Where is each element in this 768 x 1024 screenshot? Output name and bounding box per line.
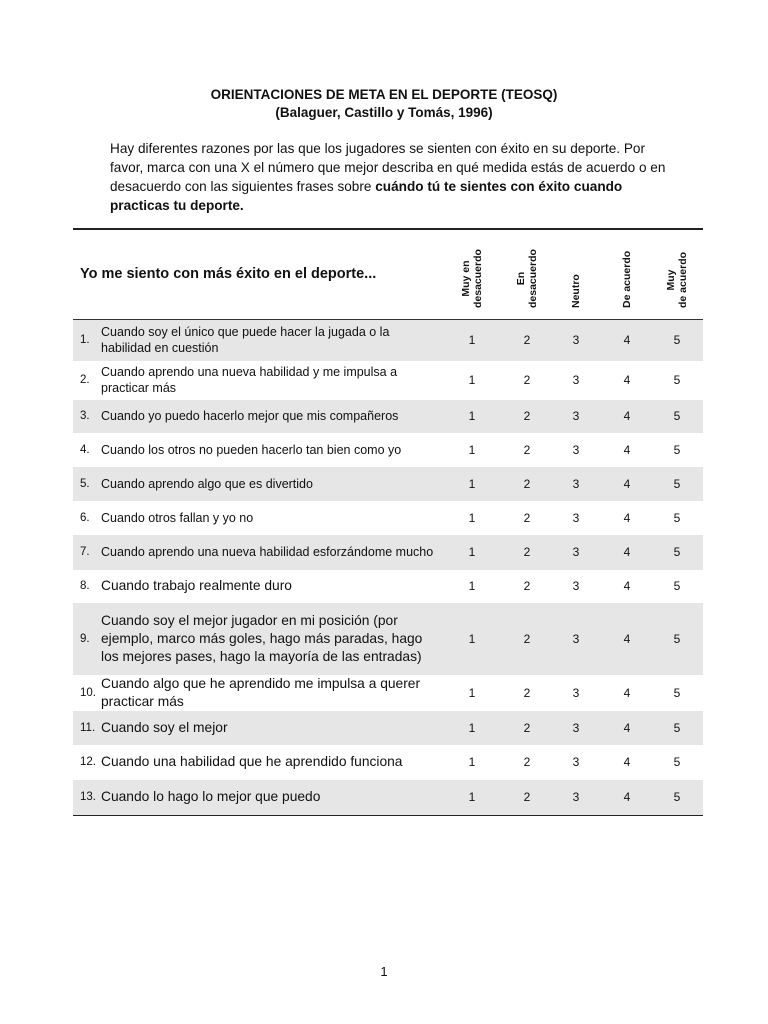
item-statement: Cuando otros fallan y yo no: [101, 510, 254, 525]
rating-option-neutro[interactable]: 3: [572, 510, 580, 525]
rating-option-de-acuerdo[interactable]: 4: [623, 685, 631, 700]
table-row: [73, 535, 703, 570]
rating-option-en-desacuerdo[interactable]: 2: [523, 685, 531, 700]
item-statement: Cuando soy el único que puede hacer la jugada o la habilidad en cuestión: [101, 325, 390, 355]
rating-option-de-acuerdo[interactable]: 4: [623, 545, 631, 559]
rating-option-neutro[interactable]: 3: [572, 409, 580, 423]
column-header-line: De acuerdo: [621, 250, 633, 308]
table-row: [73, 675, 703, 711]
rating-option-muy-de-acuerdo[interactable]: 5: [673, 631, 681, 646]
rating-option-neutro[interactable]: 3: [572, 333, 580, 347]
title-citation: (Balaguer, Castillo y Tomás, 1996): [275, 105, 493, 120]
rating-option-muy-de-acuerdo[interactable]: 5: [673, 373, 681, 387]
item-number: 5.: [80, 477, 90, 490]
item-number: 6.: [80, 511, 90, 524]
table-row: [73, 400, 703, 433]
rating-option-de-acuerdo[interactable]: 4: [623, 373, 631, 387]
column-header-en-desacuerdo: [507, 230, 547, 320]
rating-option-neutro[interactable]: 3: [572, 755, 580, 769]
likert-table: [73, 228, 703, 816]
rating-option-muy-en-desacuerdo[interactable]: 1: [468, 579, 476, 593]
rating-option-muy-en-desacuerdo[interactable]: 1: [468, 755, 476, 769]
item-statement: Cuando aprendo una nueva habilidad y me impulsa a practicar más: [101, 365, 398, 395]
item-statement: Cuando una habilidad que he aprendido funciona: [101, 754, 403, 769]
rating-option-en-desacuerdo[interactable]: 2: [523, 510, 531, 525]
rating-option-muy-en-desacuerdo[interactable]: 1: [468, 631, 476, 646]
column-header-line: de acuerdo: [677, 251, 689, 308]
table-bottom-rule: [73, 815, 703, 817]
item-statement: Cuando aprendo una nueva habilidad esforzándome mucho: [101, 545, 434, 559]
table-row: [73, 745, 703, 780]
rating-option-muy-en-desacuerdo[interactable]: 1: [468, 510, 476, 525]
rating-option-muy-en-desacuerdo[interactable]: 1: [468, 790, 476, 804]
rating-option-muy-en-desacuerdo[interactable]: 1: [468, 545, 476, 559]
item-statement: Cuando soy el mejor: [101, 719, 228, 735]
rating-option-de-acuerdo[interactable]: 4: [623, 476, 631, 491]
rating-option-en-desacuerdo[interactable]: 2: [523, 790, 531, 804]
rating-option-muy-de-acuerdo[interactable]: 5: [673, 333, 681, 347]
rating-option-en-desacuerdo[interactable]: 2: [523, 442, 531, 457]
rating-option-de-acuerdo[interactable]: 4: [623, 409, 631, 423]
rating-option-neutro[interactable]: 3: [572, 720, 580, 735]
rating-option-neutro[interactable]: 3: [572, 476, 580, 491]
rating-option-de-acuerdo[interactable]: 4: [623, 579, 631, 593]
rating-option-muy-de-acuerdo[interactable]: 5: [673, 476, 681, 491]
table-row: [73, 780, 703, 815]
table-lead-text: Yo me siento con más éxito en el deporte...: [80, 265, 377, 282]
rating-option-de-acuerdo[interactable]: 4: [623, 333, 631, 347]
rating-option-muy-de-acuerdo[interactable]: 5: [673, 720, 681, 735]
rating-option-en-desacuerdo[interactable]: 2: [523, 373, 531, 387]
column-header-muy-en-desacuerdo: [452, 230, 492, 320]
rating-option-muy-en-desacuerdo[interactable]: 1: [468, 333, 476, 347]
item-number: 11.: [80, 721, 96, 734]
rating-option-neutro[interactable]: 3: [572, 579, 580, 593]
table-row: [73, 603, 703, 675]
table-row: [73, 501, 703, 535]
rating-option-muy-de-acuerdo[interactable]: 5: [673, 510, 681, 525]
item-number: 7.: [80, 546, 90, 558]
rating-option-de-acuerdo[interactable]: 4: [623, 631, 631, 646]
rating-option-de-acuerdo[interactable]: 4: [623, 442, 631, 457]
item-statement: Cuando yo puedo hacerlo mejor que mis compañeros: [101, 409, 399, 423]
table-row: [73, 467, 703, 501]
item-number: 9.: [80, 632, 90, 645]
table-header: [73, 230, 703, 320]
table-row: [73, 570, 703, 603]
page-number: 1: [380, 964, 388, 979]
rating-option-neutro[interactable]: 3: [572, 373, 580, 387]
rating-option-muy-en-desacuerdo[interactable]: 1: [468, 373, 476, 387]
rating-option-en-desacuerdo[interactable]: 2: [523, 545, 531, 559]
rating-option-neutro[interactable]: 3: [572, 442, 580, 457]
item-number: 8.: [80, 580, 90, 592]
item-statement: Cuando aprendo algo que es divertido: [101, 476, 313, 491]
item-statement: Cuando lo hago lo mejor que puedo: [101, 789, 321, 804]
rating-option-neutro[interactable]: 3: [572, 631, 580, 646]
rating-option-en-desacuerdo[interactable]: 2: [523, 333, 531, 347]
column-header-line: Muy: [665, 268, 677, 290]
column-header-line: desacuerdo: [527, 248, 539, 308]
rating-option-muy-de-acuerdo[interactable]: 5: [673, 755, 681, 769]
rating-option-muy-de-acuerdo[interactable]: 5: [673, 409, 681, 423]
instructions-paragraph: [110, 139, 670, 215]
column-header-line: Muy en: [460, 259, 472, 297]
item-number: 2.: [80, 374, 90, 386]
rating-option-de-acuerdo[interactable]: 4: [623, 790, 631, 804]
instructions-emphasis: cuándo tú te sientes con éxito cuando practicas tu deporte.: [110, 179, 623, 213]
item-statement: Cuando los otros no pueden hacerlo tan bien como yo: [101, 442, 402, 457]
rating-option-en-desacuerdo[interactable]: 2: [523, 409, 531, 423]
rating-option-muy-en-desacuerdo[interactable]: 1: [468, 442, 476, 457]
rating-option-en-desacuerdo[interactable]: 2: [523, 720, 531, 735]
document-title: [0, 86, 768, 122]
table-row: [73, 433, 703, 467]
rating-option-de-acuerdo[interactable]: 4: [623, 755, 631, 769]
rating-option-de-acuerdo[interactable]: 4: [623, 720, 631, 735]
rating-option-muy-de-acuerdo[interactable]: 5: [673, 442, 681, 457]
rating-option-neutro[interactable]: 3: [572, 790, 580, 804]
rating-option-muy-en-desacuerdo[interactable]: 1: [468, 409, 476, 423]
rating-option-muy-en-desacuerdo[interactable]: 1: [468, 476, 476, 491]
rating-option-muy-de-acuerdo[interactable]: 5: [673, 790, 681, 804]
item-statement: Cuando trabajo realmente duro: [101, 578, 292, 593]
column-header-neutro: [556, 230, 596, 320]
rating-option-en-desacuerdo[interactable]: 2: [523, 755, 531, 769]
item-number: 4.: [80, 443, 90, 456]
rating-option-muy-en-desacuerdo[interactable]: 1: [468, 685, 476, 700]
rating-option-en-desacuerdo[interactable]: 2: [523, 631, 531, 646]
table-row: [73, 320, 703, 361]
item-statement: Cuando algo que he aprendido me impulsa a querer practicar más: [101, 675, 421, 709]
rating-option-en-desacuerdo[interactable]: 2: [523, 579, 531, 593]
column-header-line: Neutro: [570, 273, 582, 308]
instructions-text: Hay diferentes razones por las que los jugadores se sienten con éxito en su deporte. Por favor, marca con una X el número que mejor describa en qué medida estás de acuerdo o en desacuerdo con las siguientes frases sobre: [110, 141, 666, 194]
rating-option-neutro[interactable]: 3: [572, 545, 580, 559]
column-header-muy-de-acuerdo: [657, 230, 697, 320]
item-number: 3.: [80, 410, 90, 422]
rating-option-muy-de-acuerdo[interactable]: 5: [673, 685, 681, 700]
item-statement: Cuando soy el mejor jugador en mi posición (por ejemplo, marco más goles, hago más paradas, hago los mejores pases, hago la mayoría de las entradas): [101, 612, 423, 664]
rating-option-muy-de-acuerdo[interactable]: 5: [673, 545, 681, 559]
title-main: ORIENTACIONES DE META EN EL DEPORTE (TEOSQ): [210, 87, 558, 102]
table-row: [73, 711, 703, 745]
item-number: 12.: [80, 756, 96, 768]
item-number: 1.: [80, 334, 90, 346]
column-header-line: desacuerdo: [472, 248, 484, 308]
rating-option-muy-en-desacuerdo[interactable]: 1: [468, 720, 476, 735]
item-number: 10.: [80, 686, 96, 699]
rating-option-en-desacuerdo[interactable]: 2: [523, 476, 531, 491]
item-number: 13.: [80, 791, 96, 803]
rating-option-neutro[interactable]: 3: [572, 685, 580, 700]
rating-option-de-acuerdo[interactable]: 4: [623, 510, 631, 525]
rating-option-muy-de-acuerdo[interactable]: 5: [673, 579, 681, 593]
table-row: [73, 361, 703, 400]
column-header-de-acuerdo: [607, 230, 647, 320]
column-header-line: En: [515, 271, 527, 285]
